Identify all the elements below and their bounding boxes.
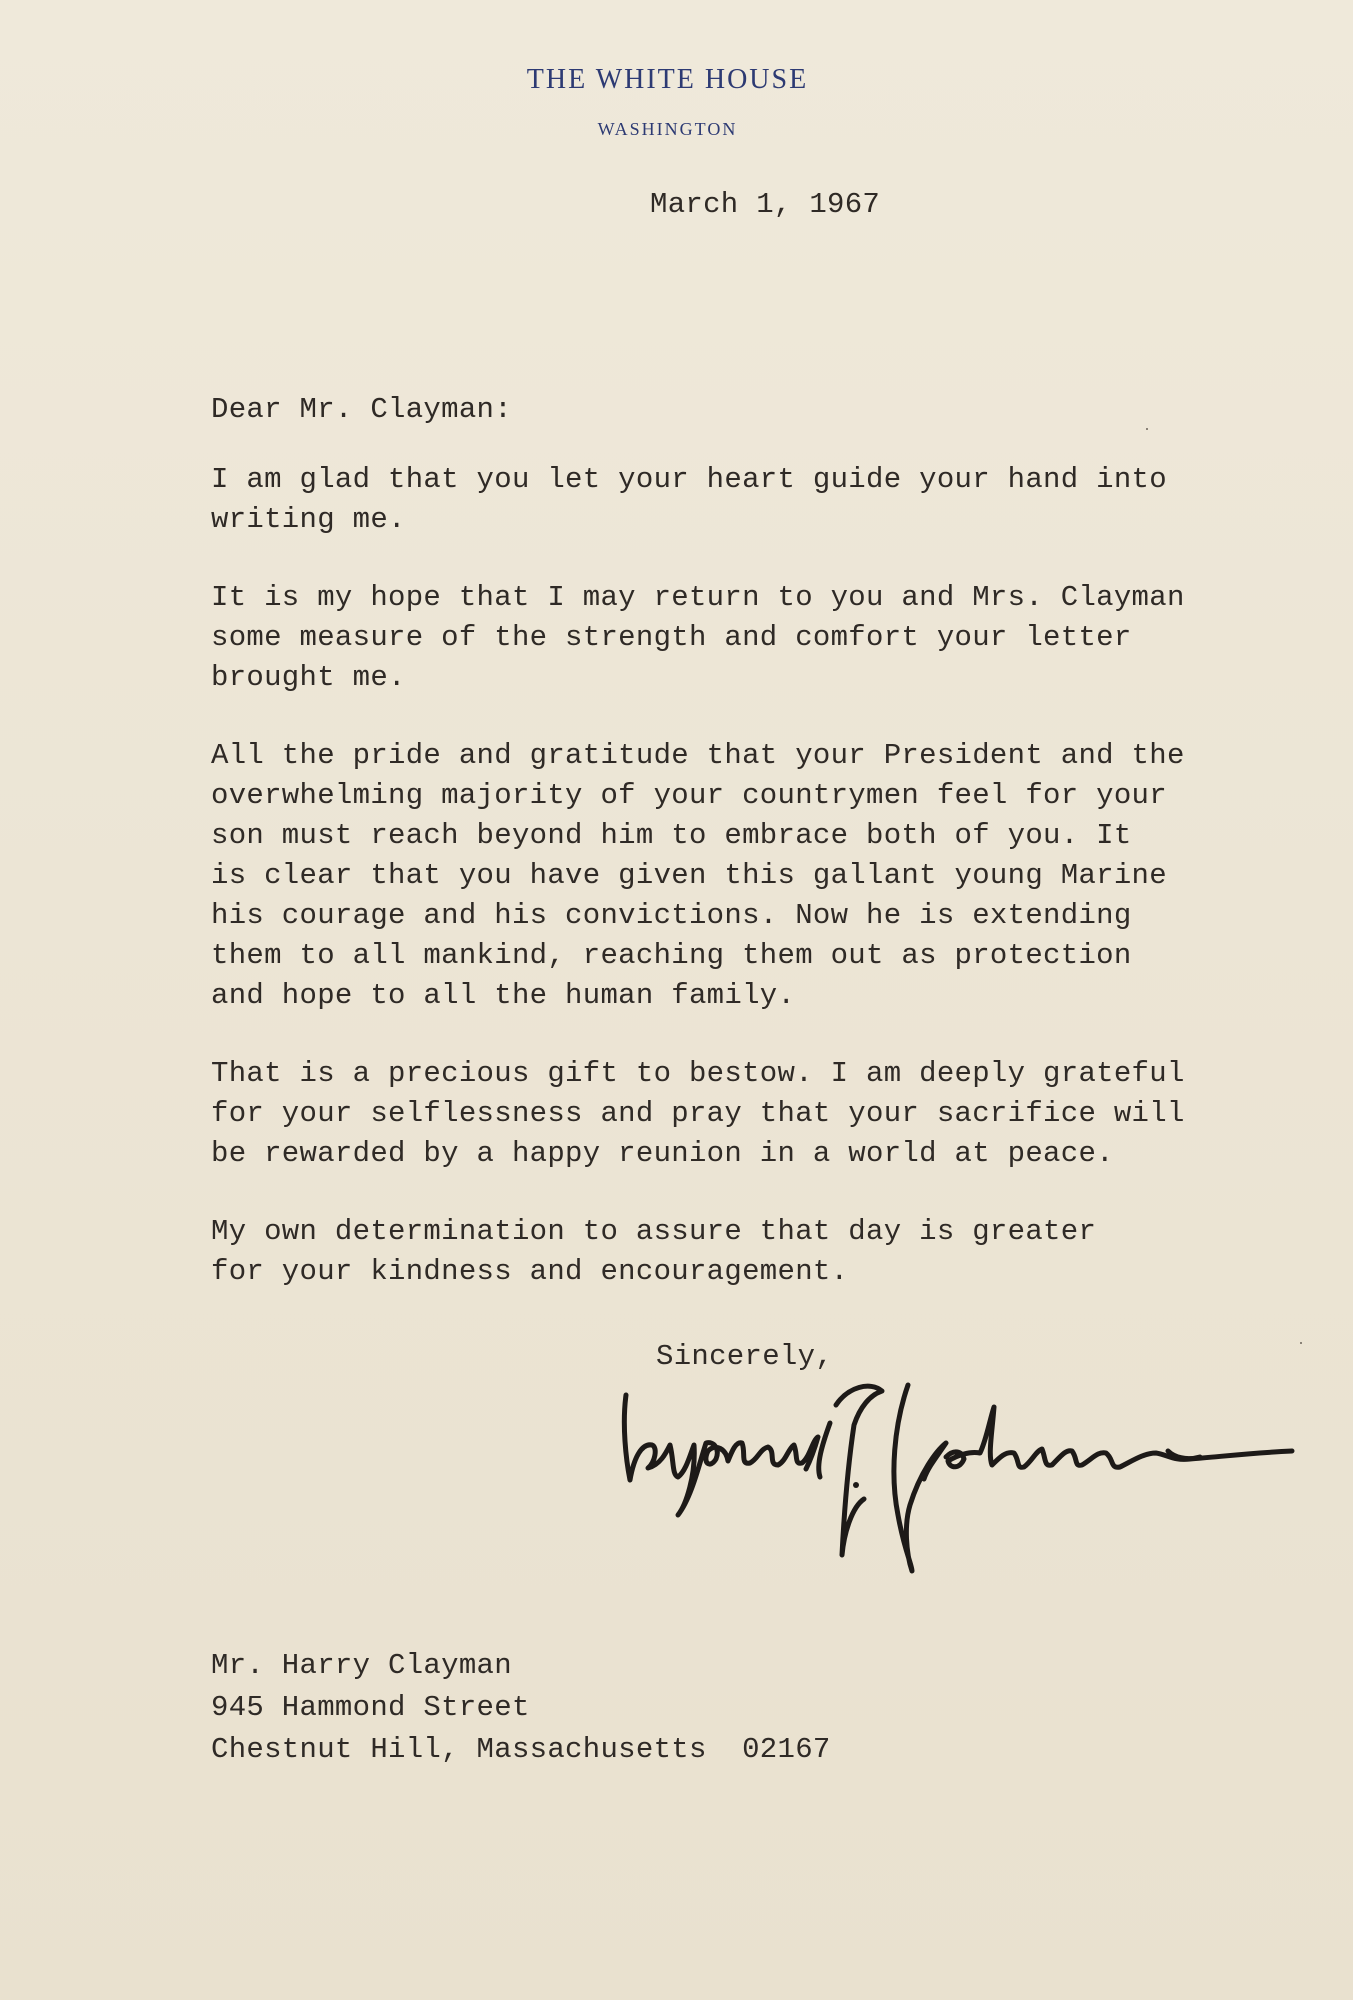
recipient-city-line: Chestnut Hill, Massachusetts 02167	[211, 1733, 831, 1766]
letterhead-title: THE WHITE HOUSE	[526, 64, 809, 95]
recipient-address	[211, 1645, 831, 1771]
body-line: be rewarded by a happy reunion in a world at peace.	[211, 1137, 1114, 1170]
letter-date: March 1, 1967	[650, 188, 881, 221]
closing: Sincerely,	[656, 1340, 834, 1373]
signature-icon	[608, 1365, 1298, 1590]
body-line: That is a precious gift to bestow. I am deeply grateful	[211, 1057, 1185, 1090]
body-line: I am glad that you let your heart guide your hand into	[211, 463, 1167, 496]
salutation: Dear Mr. Clayman:	[211, 393, 512, 426]
paragraph	[211, 578, 1221, 698]
body-line: is clear that you have given this gallant young Marine	[211, 859, 1167, 892]
body-line: for your kindness and encouragement.	[211, 1255, 849, 1288]
paper-speck	[1300, 1342, 1302, 1344]
body-line: It is my hope that I may return to you and Mrs. Clayman	[211, 581, 1185, 614]
body-line: brought me.	[211, 661, 406, 694]
body-line: My own determination to assure that day is greater	[211, 1215, 1097, 1248]
body-line: son must reach beyond him to embrace both of you. It	[211, 819, 1132, 852]
body-line: his courage and his convictions. Now he is extending	[211, 899, 1132, 932]
signature	[608, 1365, 1298, 1590]
paragraph	[211, 736, 1221, 1016]
paragraph	[211, 1054, 1221, 1174]
body-line: All the pride and gratitude that your President and the	[211, 739, 1185, 772]
paragraph	[211, 460, 1221, 540]
body-line: writing me.	[211, 503, 406, 536]
letterhead-city: WASHINGTON	[597, 119, 738, 139]
body-line: overwhelming majority of your countrymen feel for your	[211, 779, 1167, 812]
recipient-name: Mr. Harry Clayman	[211, 1649, 512, 1682]
body-line: and hope to all the human family.	[211, 979, 796, 1012]
body-line: them to all mankind, reaching them out as protection	[211, 939, 1132, 972]
body-line: for your selflessness and pray that your sacrifice will	[211, 1097, 1185, 1130]
body-line: some measure of the strength and comfort your letter	[211, 621, 1132, 654]
recipient-street: 945 Hammond Street	[211, 1691, 530, 1724]
paper-speck	[1146, 428, 1148, 430]
paragraph	[211, 1212, 1221, 1292]
letter-body	[211, 460, 1221, 1330]
